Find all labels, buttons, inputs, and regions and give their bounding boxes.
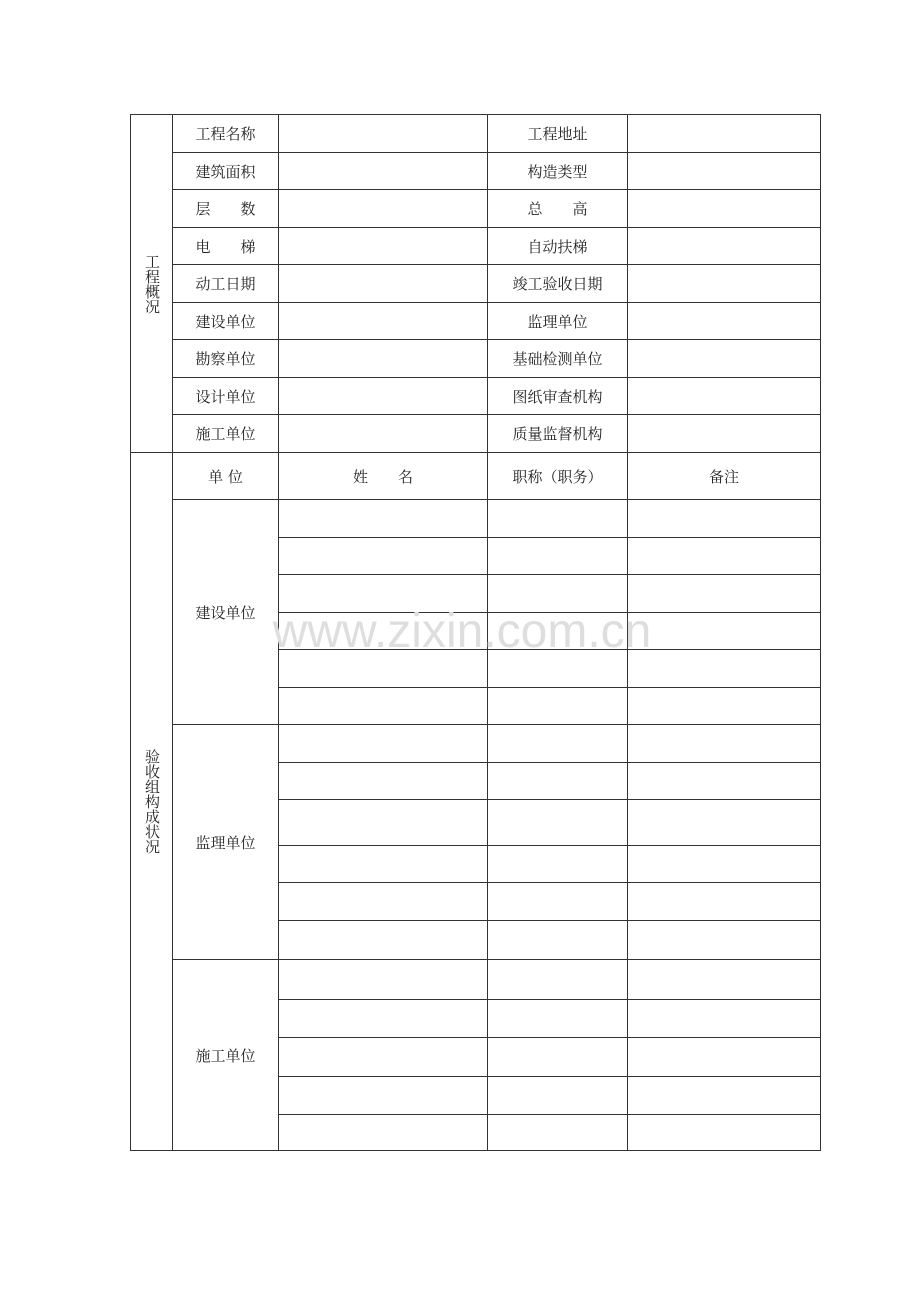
label-structure-type: 构造类型	[527, 162, 588, 181]
row-divider	[278, 1076, 821, 1077]
row-divider	[278, 537, 821, 538]
row-divider	[278, 845, 821, 846]
watermark: www.zixin.com.cn	[272, 605, 652, 658]
group-construction-unit: 施工单位	[195, 1046, 256, 1065]
row-divider	[278, 1114, 821, 1115]
col-divider	[278, 114, 279, 1151]
table-border-right	[820, 114, 821, 1151]
acceptance-form-table	[130, 114, 821, 1151]
row-divider	[278, 882, 821, 883]
group-supervision-unit: 监理单位	[195, 833, 256, 852]
header-name: 姓 名	[352, 467, 413, 486]
label-building-area: 建筑面积	[195, 162, 256, 181]
header-title: 职称（职务）	[512, 467, 603, 486]
label-owner-unit: 建设单位	[195, 312, 256, 331]
label-total-height: 总 高	[527, 200, 588, 218]
row-divider	[278, 999, 821, 1000]
label-elevator: 电 梯	[195, 237, 256, 256]
row-divider	[278, 762, 821, 763]
row-divider	[278, 574, 821, 575]
table-border-bottom	[130, 1150, 821, 1151]
label-survey-unit: 勘察单位	[195, 350, 256, 368]
row-divider	[278, 920, 821, 921]
label-construction-unit: 施工单位	[195, 425, 256, 443]
label-drawing-review-agency: 图纸审查机构	[512, 387, 603, 406]
row-divider	[278, 1037, 821, 1038]
label-project-address: 工程地址	[527, 125, 588, 143]
label-foundation-test-unit: 基础检测单位	[512, 350, 603, 368]
section-label-committee: 验收组构成状况	[143, 749, 161, 854]
label-escalator: 自动扶梯	[527, 237, 588, 256]
col-divider	[627, 114, 628, 1151]
section-label-overview: 工程概况	[143, 253, 161, 314]
header-unit: 单 位	[208, 467, 243, 486]
row-divider	[278, 649, 821, 650]
row-divider	[278, 687, 821, 688]
group-owner-unit: 建设单位	[195, 603, 256, 622]
label-supervision-unit: 监理单位	[527, 312, 588, 331]
row-divider	[278, 799, 821, 800]
label-floors: 层 数	[195, 200, 256, 218]
row-divider	[278, 612, 821, 613]
label-project-name: 工程名称	[195, 125, 256, 143]
label-acceptance-date: 竣工验收日期	[512, 275, 603, 293]
label-quality-supervision-agency: 质量监督机构	[512, 425, 603, 443]
header-remarks: 备注	[708, 467, 739, 486]
label-start-date: 动工日期	[195, 275, 256, 293]
label-design-unit: 设计单位	[195, 387, 256, 406]
